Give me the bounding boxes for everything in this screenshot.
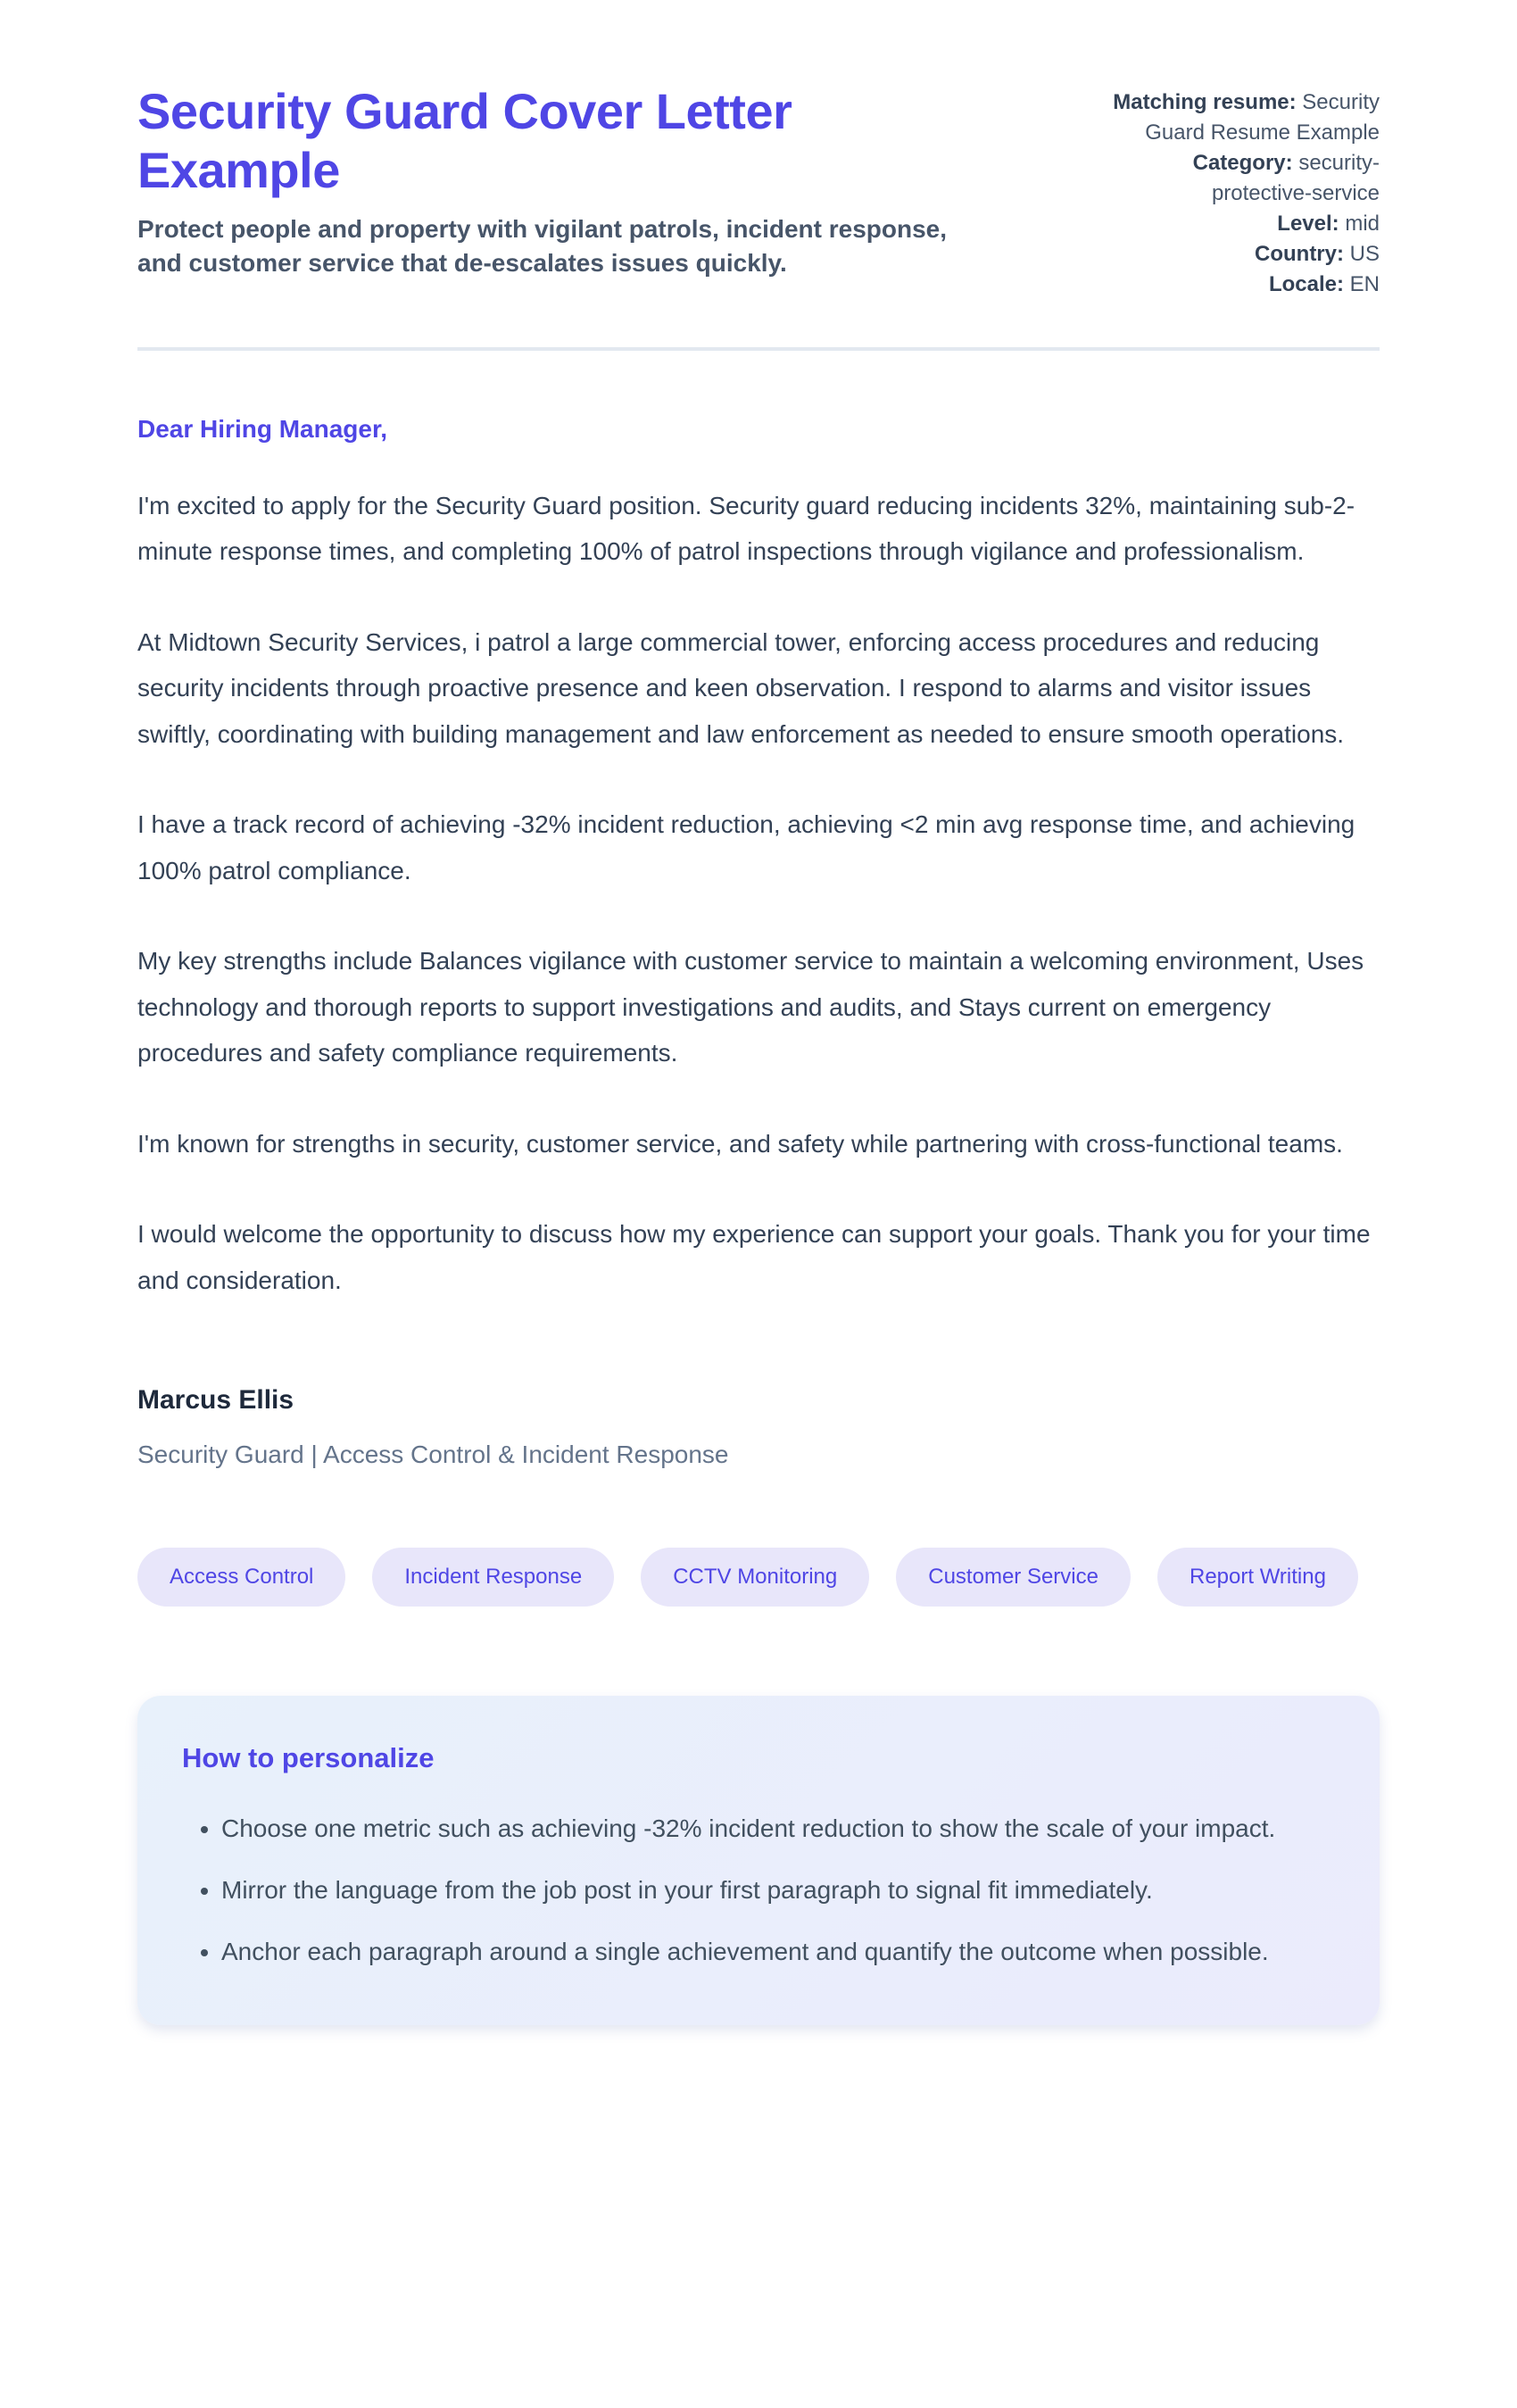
personalize-tip-3: • Anchor each paragraph around a single achievement and quantify the outcome when possible. (221, 1930, 1328, 1975)
letter-paragraph-6: I would welcome the opportunity to discuss how my experience can support your goals. Thank you for your time and consideration. (137, 1220, 1371, 1294)
letter-paragraph-5: I'm known for strengths in security, customer service, and safety while partnering with cross-functional teams. (137, 1129, 1343, 1158)
how-to-personalize-box (137, 1696, 1380, 2025)
meta-category (1112, 148, 1380, 209)
meta-category-label: Category: (1192, 151, 1293, 176)
skill-tag-list (137, 1548, 1380, 1607)
letter-paragraph-1: I'm excited to apply for the Security Guard position. Security guard reducing incidents 32%, maintaining sub-2-minute response times, and completing 100% of patrol inspections through vigilance and professionalism. (137, 491, 1355, 566)
meta-matching-resume-label: Matching resume: (1113, 90, 1297, 114)
letter-paragraph-3: I have a track record of achieving -32% incident reduction, achieving <2 min avg response time, and achieving 100% patrol compliance. (137, 810, 1355, 884)
personalize-tip-1: • Choose one metric such as achieving -32% incident reduction to show the scale of your impact. (221, 1806, 1328, 1852)
meta-country-label: Country: (1255, 242, 1344, 267)
header-title-block (137, 82, 985, 280)
letter-body (137, 415, 1380, 1470)
page-subtitle: Protect people and property with vigilant patrols, incident response, and customer service that de-escalates issues quickly. (137, 215, 948, 278)
personalize-tip-2: • Mirror the language from the job post in your first paragraph to signal fit immediately. (221, 1868, 1328, 1914)
meta-country-value: US (1349, 242, 1380, 267)
meta-level (1112, 209, 1380, 239)
skill-tag-customer-service: Customer Service (896, 1548, 1131, 1607)
page-header (137, 82, 1380, 301)
signature-block (137, 1385, 1380, 1469)
personalize-tip-list (182, 1806, 1335, 1975)
meta-matching-resume-value: Security Guard Resume Example (1145, 90, 1380, 145)
skill-tag-incident-response: Incident Response (372, 1548, 614, 1607)
meta-category-value: security-protective-service (1211, 151, 1380, 206)
skill-tag-access-control: Access Control (137, 1548, 345, 1607)
resume-meta-block (1112, 82, 1380, 301)
signature-title: Security Guard | Access Control & Incident Response (137, 1441, 729, 1469)
meta-level-label: Level: (1277, 212, 1339, 237)
meta-locale (1112, 270, 1380, 300)
letter-paragraph-4: My key strengths include Balances vigilance with customer service to maintain a welcoming environment, Uses technology and thorough reports to support investigations and audits, and Stays current on emergency procedures and safety compliance requirements. (137, 947, 1364, 1067)
letter-paragraph-2: At Midtown Security Services, i patrol a large commercial tower, enforcing access procedures and reducing security incidents through proactive presence and keen observation. I respond to alarms and visitor issues swiftly, coordinating with building management and law enforcement as needed to ensure smooth operations. (137, 627, 1345, 748)
header-divider (137, 347, 1380, 351)
how-to-personalize-heading: How to personalize (182, 1742, 435, 1774)
meta-level-value: mid (1345, 212, 1380, 237)
meta-locale-label: Locale: (1268, 272, 1344, 297)
meta-locale-value: EN (1349, 272, 1380, 297)
letter-salutation: Dear Hiring Manager, (137, 414, 388, 443)
meta-country (1112, 239, 1380, 270)
skill-tag-report-writing: Report Writing (1157, 1548, 1358, 1607)
signature-name: Marcus Ellis (137, 1385, 294, 1416)
skill-tag-cctv-monitoring: CCTV Monitoring (641, 1548, 869, 1607)
page-title: Security Guard Cover Letter Example (137, 83, 792, 199)
meta-matching-resume (1112, 87, 1380, 148)
